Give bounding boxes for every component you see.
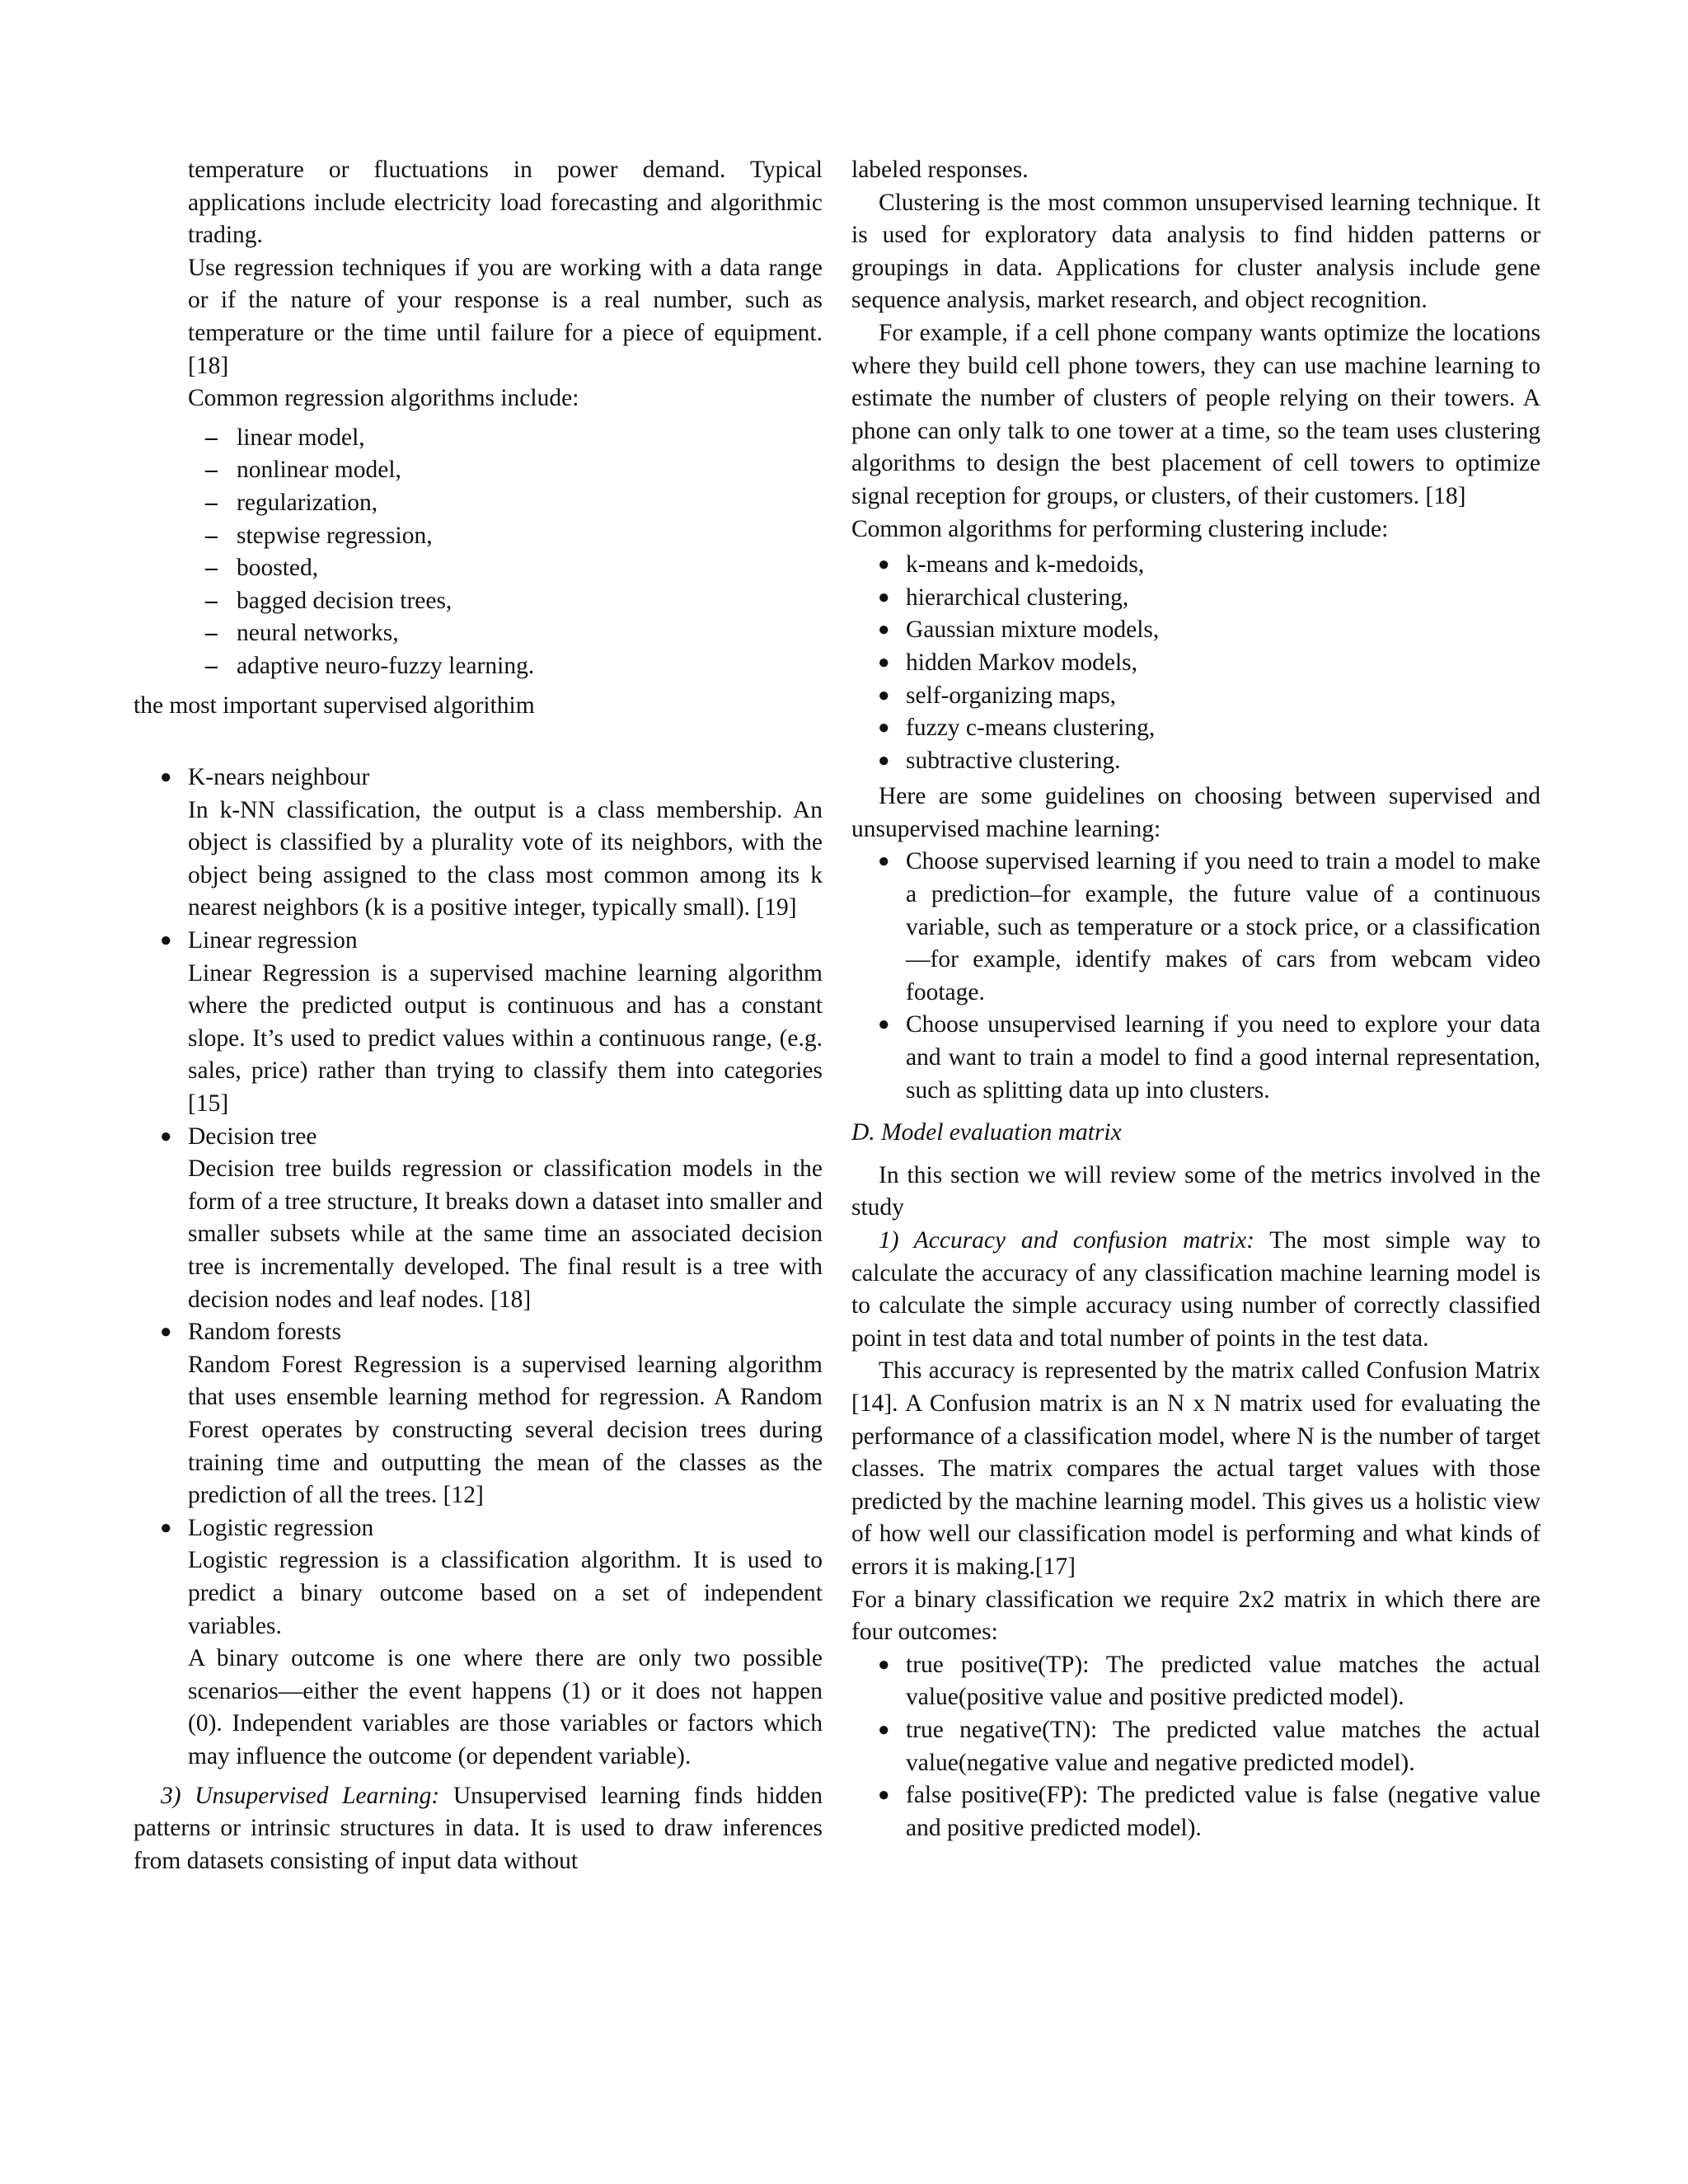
dash-marker: – <box>205 457 218 484</box>
right-column <box>851 154 1540 1844</box>
bullet-icon: ● <box>160 766 172 789</box>
subsection-title: 3) Unsupervised Learning: <box>161 1782 440 1809</box>
section-heading: D. Model evaluation matrix <box>851 1119 1122 1146</box>
spacer <box>134 1774 823 1780</box>
bullet-icon: ● <box>878 1653 890 1675</box>
unsupervised-paragraph: 3) Unsupervised Learning: Unsupervised learning finds hidden patterns or intrinsic structures in data. It is used to draw inferences from datasets consisting of input data without <box>134 1782 823 1874</box>
bullet-icon: ● <box>878 619 890 641</box>
intro-paragraph: temperature or fluctuations in power demand. Typical applications include electricity load forecasting and algorithmic trading. <box>188 157 823 249</box>
bullet-icon: ● <box>878 749 890 771</box>
bullet-icon: ● <box>878 1014 890 1036</box>
list-item: – bagged decision trees, <box>237 585 823 618</box>
bullet-icon: ● <box>160 930 172 952</box>
dash-marker: – <box>205 424 218 451</box>
list-item: – stepwise regression, <box>237 520 823 553</box>
list-item <box>134 1316 823 1512</box>
bullet-icon: ● <box>878 651 890 673</box>
list-item: – linear model, <box>237 422 823 455</box>
list-item <box>134 1512 823 1774</box>
item-title: Decision tree <box>188 1122 317 1150</box>
list-item: – regularization, <box>237 487 823 520</box>
supervised-heading: the most important supervised algorithim <box>134 691 535 719</box>
dash-marker: – <box>205 587 218 614</box>
list-item: – boosted, <box>237 552 823 585</box>
bullet-icon: ● <box>878 851 890 873</box>
guidelines-list <box>851 846 1540 1107</box>
list-item: – neural networks, <box>237 617 823 650</box>
list-item: ● true positive(TP): The predicted value matches the actual value(positive value and positive predicted model). <box>851 1649 1540 1714</box>
item-title: Linear regression <box>188 927 358 954</box>
continuation-line: labeled responses. <box>851 157 1029 183</box>
binary-paragraph: For a binary classification we require 2x2 matrix in which there are four outcomes: <box>851 1586 1540 1646</box>
item-body: Logistic regression is a classification algorithm. It is used to predict a binary outcome based on a set of independent variables. <box>188 1547 823 1639</box>
list-item: – nonlinear model, <box>237 454 823 487</box>
guidelines-paragraph: Here are some guidelines on choosing between supervised and unsupervised machine learning: <box>851 783 1540 842</box>
list-item: ● k-means and k-medoids, <box>851 549 1540 582</box>
left-column <box>134 154 823 1877</box>
item-body: Decision tree builds regression or classification models in the form of a tree structure, It breaks down a dataset into smaller and smaller subsets while at the same time an associated decision tree is incrementally developed. The final result is a tree with decision nodes and leaf nodes. [18] <box>188 1155 823 1313</box>
list-item: ● true negative(TN): The predicted value matches the actual value(negative value and negative predicted model). <box>851 1714 1540 1779</box>
bullet-icon: ● <box>878 586 890 608</box>
clustering-common-label: Common algorithms for performing clustering include: <box>851 515 1389 542</box>
list-item: ● false positive(FP): The predicted value is false (negative value and positive predicted model). <box>851 1779 1540 1844</box>
example-paragraph: For example, if a cell phone company wants optimize the locations where they build cell phone towers, they can use machine learning to estimate the number of clusters of people relying on their towers. A phone can only talk to one tower at a time, so the team uses clustering algorithms to design the best placement of cell towers to optimize signal reception for groups, or clusters, of their customers. [18] <box>851 319 1540 509</box>
list-item: ● fuzzy c-means clustering, <box>851 712 1540 745</box>
spacer <box>134 722 823 762</box>
dash-marker: – <box>205 652 218 679</box>
list-item: ● Choose unsupervised learning if you need to explore your data and want to train a model to find a good internal representation, such as splitting data up into clusters. <box>851 1009 1540 1107</box>
bullet-icon: ● <box>878 717 890 739</box>
dash-marker: – <box>205 522 218 549</box>
bullet-icon: ● <box>878 684 890 706</box>
accuracy-paragraph: 1) Accuracy and confusion matrix: The most simple way to calculate the accuracy of any classification machine learning model is to calculate the simple accuracy using number of correctly classified point in test data and total number of points in the test data. <box>851 1227 1540 1352</box>
item-body: Random Forest Regression is a supervised learning algorithm that uses ensemble learning method for regression. A Random Forest operates by constructing several decision trees during training time and outputting the mean of the classes as the prediction of all the trees. [12] <box>188 1351 823 1509</box>
bullet-icon: ● <box>878 1718 890 1741</box>
clustering-paragraph: Clustering is the most common unsupervised learning technique. It is used for exploratory data analysis to find hidden patterns or groupings in data. Applications for cluster analysis include gene sequence analysis, market research, and object recognition. <box>851 189 1540 314</box>
list-item: ● hierarchical clustering, <box>851 582 1540 615</box>
item-title: Logistic regression <box>188 1514 374 1541</box>
clustering-algorithm-list <box>851 549 1540 777</box>
item-title: K-nears neighbour <box>188 764 370 791</box>
subsection-title: 1) Accuracy and confusion matrix: <box>879 1227 1255 1254</box>
item-body: Linear Regression is a supervised machine learning algorithm where the predicted output is continuous and has a constant slope. It’s used to predict values within a continuous range, (e.g. sales, price) rather than trying to classify them into categories [15] <box>188 959 823 1118</box>
dash-marker: – <box>205 489 218 516</box>
list-item: ● subtractive clustering. <box>851 745 1540 778</box>
regression-use-paragraph: Use regression techniques if you are working with a data range or if the nature of your response is a real number, such as temperature or the time until failure for a piece of equipment. [18] <box>188 254 823 379</box>
dash-marker: – <box>205 620 218 647</box>
list-item: ● Gaussian mixture models, <box>851 614 1540 647</box>
dash-marker: – <box>205 555 218 582</box>
list-item <box>134 925 823 1121</box>
list-item: ● Choose supervised learning if you need to train a model to make a prediction–for example, the future value of a continuous variable, such as temperature or a stock price, or a classification—for example, identify makes of cars from webcam video footage. <box>851 846 1540 1009</box>
outcomes-list <box>851 1649 1540 1845</box>
list-item: ● self-organizing maps, <box>851 680 1540 713</box>
bullet-icon: ● <box>878 1784 890 1807</box>
list-item <box>134 762 823 925</box>
item-body-continued: A binary outcome is one where there are only two possible scenarios—either the event happens (1) or it does not happen (0). Independent variables are those variables or factors which may influence the outcome (or dependent variable). <box>188 1645 823 1769</box>
item-title: Random forests <box>188 1319 341 1346</box>
list-item: ● hidden Markov models, <box>851 647 1540 680</box>
regression-common-label: Common regression algorithms include: <box>188 385 579 412</box>
bullet-icon: ● <box>160 1321 172 1343</box>
bullet-icon: ● <box>878 554 890 576</box>
list-item <box>134 1121 823 1317</box>
list-item: – adaptive neuro-fuzzy learning. <box>237 650 823 683</box>
item-body: In k-NN classification, the output is a class membership. An object is classified by a plurality vote of its neighbors, with the object being assigned to the class most common among its k nearest neighbors (k is a positive integer, typically small). [19] <box>188 796 823 921</box>
confusion-paragraph: This accuracy is represented by the matrix called Confusion Matrix [14]. A Confusion matrix is an N x N matrix used for evaluating the performance of a classification model, where N is the number of target classes. The matrix compares the actual target values with those predicted by the machine learning model. This gives us a holistic view of how well our classification model is performing and what kinds of errors it is making.[17] <box>851 1357 1540 1580</box>
regression-algorithm-list <box>134 422 823 683</box>
bullet-icon: ● <box>160 1125 172 1147</box>
section-intro: In this section we will review some of the metrics involved in the study <box>851 1161 1540 1221</box>
supervised-algorithm-list <box>134 762 823 1773</box>
bullet-icon: ● <box>160 1516 172 1539</box>
